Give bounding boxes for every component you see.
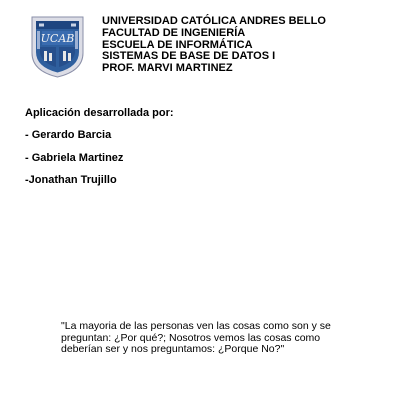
header-line-professor: PROF. MARVI MARTINEZ: [102, 62, 233, 75]
author-item: - Gerardo Barcia: [25, 129, 112, 141]
quote-text: "La mayoria de las personas ven las cosas como son y se preguntan: ¿Por qué?; Nosotros vemos las cosas como deberían ser y nos preguntamos: ¿Porque No?": [61, 320, 331, 355]
institution-header: [102, 16, 392, 75]
author-item: -Jonathan Trujillo: [25, 174, 117, 186]
logo-lettering: UCAB: [40, 32, 75, 45]
header-line-university: UNIVERSIDAD CATÓLICA ANDRES BELLO: [102, 15, 326, 27]
credits-title: Aplicación desarrollada por:: [25, 107, 174, 119]
header-line-faculty: FACULTAD DE INGENIERÍA: [102, 26, 246, 39]
university-logo: [30, 15, 85, 79]
author-item: - Gabriela Martinez: [25, 152, 124, 164]
ucab-shield-icon: [30, 15, 85, 79]
header-line-school: ESCUELA DE INFORMÁTICA: [102, 38, 253, 51]
header-line-course: SISTEMAS DE BASE DE DATOS I: [102, 50, 276, 63]
